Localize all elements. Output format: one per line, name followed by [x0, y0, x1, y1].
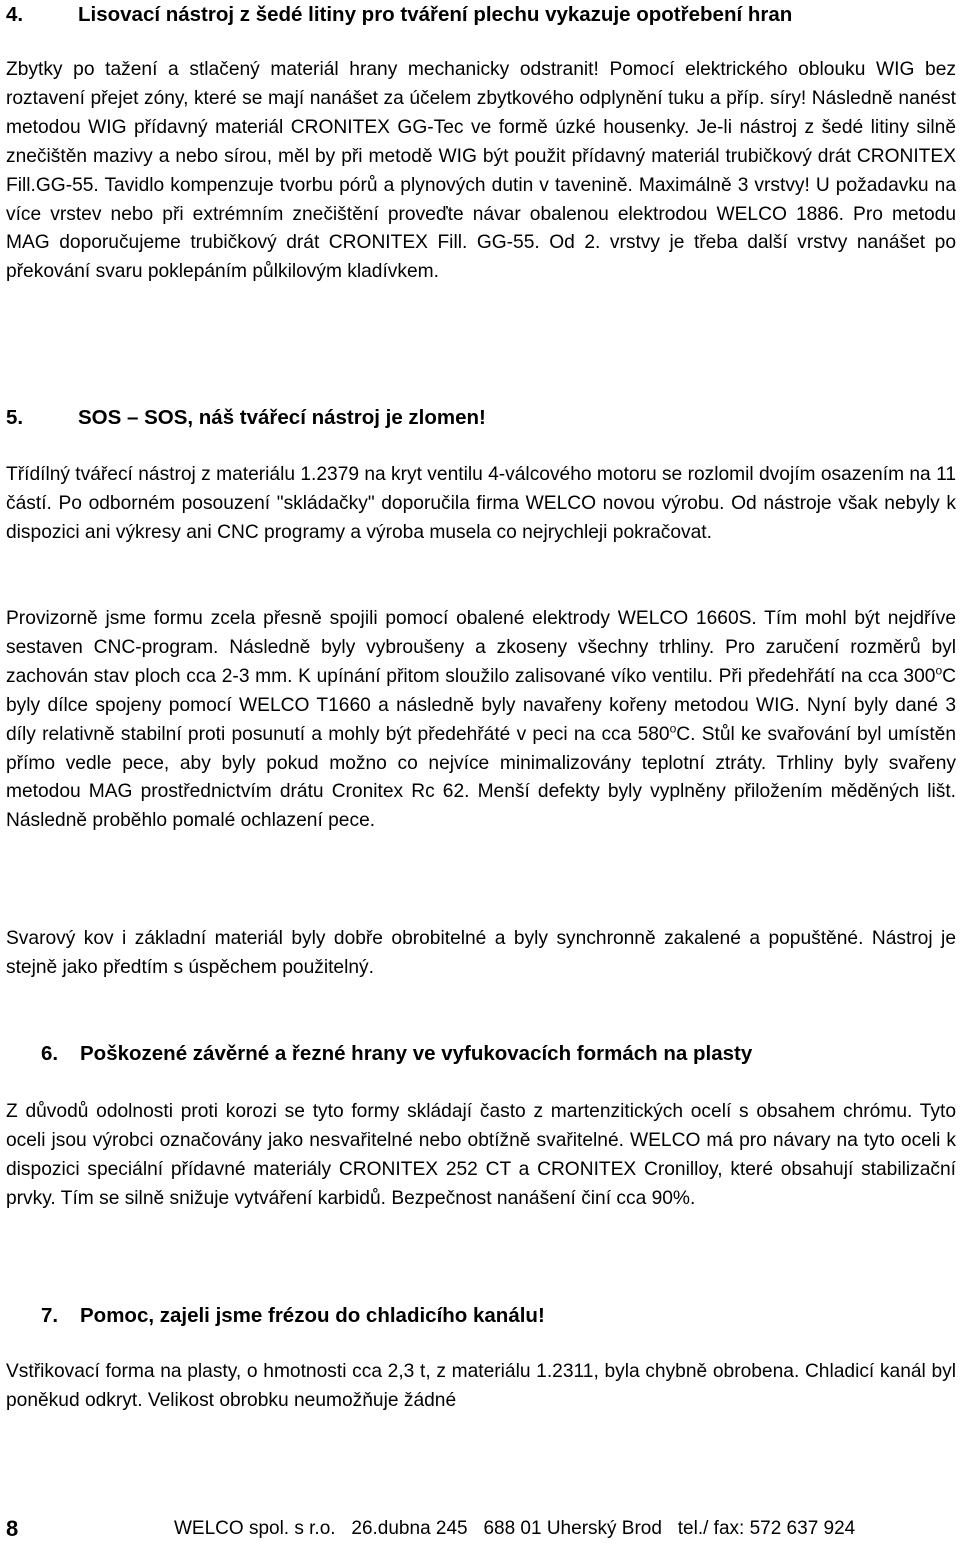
- page-number: 8: [6, 1516, 19, 1541]
- section-7-heading: [41, 1303, 545, 1329]
- text-run: Provizorně jsme formu zcela přesně spojili pomocí obalené elektrody WELCO 1660S. Tím mohl být nejdříve sestaven CNC-program. Následně byly vybroušeny a zkoseny všechny trhliny. Pro zaručení rozměrů byl zachován stav ploch cca 2-3 mm. K upínání přitom sloužilo zalisované víko ventilu. Při předehřátí na cca 300: [6, 608, 956, 687]
- section-6-heading: [41, 1041, 752, 1067]
- section-title: Poškozené závěrné a řezné hrany ve vyfukovacích formách na plasty: [80, 1042, 753, 1065]
- section-title: Lisovací nástroj z šedé litiny pro tváření plechu vykazuje opotřebení hran: [78, 3, 793, 26]
- text-run: C byly dílce spojeny pomocí WELCO T1660 a následně byly navařeny kořeny metodou WIG. Nyní byly dané 3 díly relativně stabilní proti posunutí a mohly být předehřáté v peci na cca 580: [6, 665, 956, 745]
- section-4-paragraph: Zbytky po tažení a stlačený materiál hrany mechanicky odstranit! Pomocí elektrického oblouku WIG bez roztavení přejet zóny, které se mají nanášet za účelem zbytkového odplynění tuku a příp. síry! Následně nanést metodou WIG přídavný materiál CRONITEX GG-Tec ve formě úzké housenky. Je-li nástroj z šedé litiny silně znečištěn mazivy a nebo sírou, měl by při metodě WIG být použit přídavný materiál trubičkový drát CRONITEX Fill.GG-55. Tavidlo kompenzuje tvorbu pórů a plynových dutin v tavenině. Maximálně 3 vrstvy! U požadavku na více vrstev nebo při extrémním znečištění proveďte návar obalenou elektrodou WELCO 1886. Pro metodu MAG doporučujeme trubičkový drát CRONITEX Fill. GG-55. Od 2. vrstvy je třeba další vrstvy nanášet po překování svaru poklepáním půlkilovým kladívkem.: [6, 59, 956, 283]
- section-title: Pomoc, zajeli jsme frézou do chladicího kanálu!: [80, 1304, 545, 1327]
- section-number: 4.: [6, 3, 24, 26]
- section-5-paragraph-3: Svarový kov i základní materiál byly dobře obrobitelné a byly synchronně zakalené a popuštěné. Nástroj je stejně jako předtím s úspěchem použitelný.: [6, 928, 956, 978]
- section-number: 7.: [41, 1304, 59, 1327]
- section-title: SOS – SOS, náš tvářecí nástroj je zlomen!: [78, 406, 486, 429]
- section-6-paragraph: Z důvodů odolnosti proti korozi se tyto formy skládají často z martenzitických ocelí s obsahem chrómu. Tyto oceli jsou výrobci označovány jako nesvařitelné nebo obtížně svařitelné. WELCO má pro návary na tyto oceli k dispozici speciální přídavné materiály CRONITEX 252 CT a CRONITEX Cronilloy, které obsahují stabilizační prvky. Tím se silně snižuje vytváření karbidů. Bezpečnost nanášení činí cca 90%.: [6, 1101, 956, 1209]
- section-number: 6.: [41, 1042, 59, 1065]
- degree-mark: o: [935, 663, 943, 678]
- footer-address: WELCO spol. s r.o. 26.dubna 245 688 01 Uherský Brod tel./ fax: 572 637 924: [174, 1518, 856, 1539]
- section-7-paragraph: Vstřikovací forma na plasty, o hmotnosti cca 2,3 t, z materiálu 1.2311, byla chybně obrobena. Chladicí kanál byl poněkud odkryt. Velikost obrobku neumožňuje žádné: [6, 1361, 956, 1411]
- section-4-heading: [6, 2, 792, 28]
- section-5-paragraph-2: [6, 605, 956, 836]
- degree-mark: o: [669, 721, 677, 736]
- section-number: 5.: [6, 406, 24, 429]
- page-footer: [0, 1514, 960, 1544]
- section-5-heading: [6, 405, 486, 431]
- section-5-paragraph-1: Třídílný tvářecí nástroj z materiálu 1.2379 na kryt ventilu 4-válcového motoru se rozlomil dvojím osazením na 11 částí. Po odborném posouzení "skládačky" doporučila firma WELCO novou výrobu. Od nástroje však nebyly k dispozici ani výkresy ani CNC programy a výroba musela co nejrychleji pokračovat.: [6, 464, 956, 543]
- text-run: C. Stůl ke svařování byl umístěn přímo vedle pece, aby byly pokud možno co nejvíce minimalizovány teplotní ztráty. Trhliny byly svařeny metodou MAG prostřednictvím drátu Cronitex Rc 62. Menší defekty byly vyplněny přiložením měděných lišt. Následně proběhlo pomalé ochlazení pece.: [6, 723, 956, 832]
